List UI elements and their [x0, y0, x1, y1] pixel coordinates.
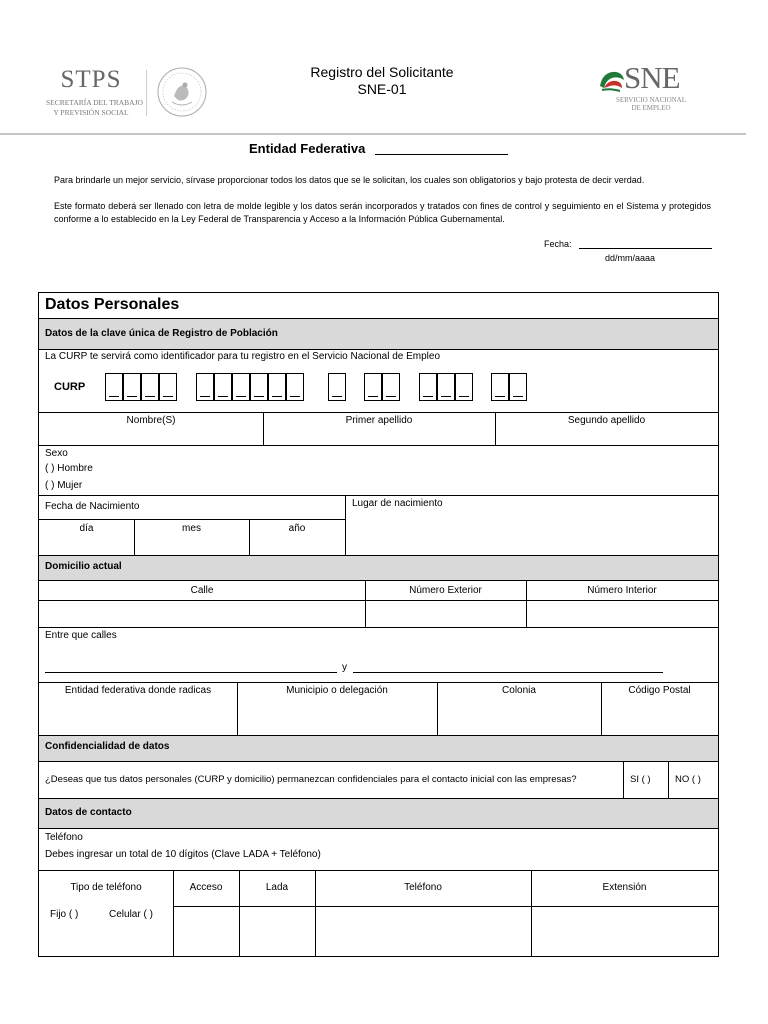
- curp-char-box[interactable]: [214, 373, 232, 401]
- stps-subtitle-line2: Y PREVISIÓN SOCIAL: [53, 108, 129, 117]
- contacto-section-band: [39, 799, 718, 828]
- numero-interior-label: Número Interior: [587, 585, 657, 596]
- sne-subtitle-line1: SERVICIO NACIONAL: [615, 96, 687, 104]
- codigo-postal-label: Código Postal: [628, 685, 691, 696]
- stps-logo: [46, 66, 206, 126]
- municipio-label: Municipio o delegación: [286, 685, 388, 696]
- curp-char-box[interactable]: [105, 373, 123, 401]
- sne-emblem-icon: [598, 68, 626, 94]
- curp-section-title: Datos de la clave única de Registro de Población: [45, 328, 278, 339]
- national-seal-icon: [156, 66, 208, 118]
- curp-char-box[interactable]: [509, 373, 527, 401]
- nombre-label: Nombre(S): [126, 415, 176, 426]
- curp-char-box[interactable]: [196, 373, 214, 401]
- calle-label: Calle: [190, 585, 214, 596]
- fecha-field[interactable]: [579, 248, 712, 249]
- sexo-mujer-option[interactable]: ( ) Mujer: [45, 480, 83, 491]
- curp-char-box[interactable]: [123, 373, 141, 401]
- fecha-format-hint: dd/mm/aaaa: [605, 253, 656, 263]
- domicilio-section-title: Domicilio actual: [45, 561, 122, 572]
- confidencialidad-si-option[interactable]: SI ( ): [630, 774, 651, 785]
- curp-char-box[interactable]: [382, 373, 400, 401]
- logo-divider: [146, 70, 147, 116]
- curp-char-box[interactable]: [364, 373, 382, 401]
- domicilio-section-band: [39, 556, 718, 580]
- numero-exterior-label: Número Exterior: [409, 585, 482, 596]
- contacto-section-title: Datos de contacto: [45, 807, 132, 818]
- anio-label: año: [288, 523, 306, 534]
- curp-label: CURP: [54, 381, 86, 393]
- acceso-label: Acceso: [189, 882, 223, 893]
- document-title: Registro del Solicitante: [310, 64, 454, 80]
- sexo-label: Sexo: [45, 448, 68, 459]
- intro-paragraph-2: Este formato deberá ser llenado con letra de molde legible y los datos serán incorporados y tratados con fines de control y seguimiento en el Sistema y protegidos conforme a lo establecido en la Ley Federal de Transparencia y Acceso a la Información Pública Gubernamental.: [54, 201, 711, 224]
- fecha-nacimiento-label: Fecha de Nacimiento: [45, 501, 140, 512]
- tipo-celular-option[interactable]: Celular ( ): [109, 909, 153, 920]
- curp-char-box[interactable]: [437, 373, 455, 401]
- sne-wordmark: SNE: [624, 60, 680, 95]
- entidad-federativa-field[interactable]: [375, 154, 508, 155]
- confidencialidad-no-option[interactable]: NO ( ): [675, 774, 701, 785]
- tipo-fijo-option[interactable]: Fijo ( ): [50, 909, 79, 920]
- stps-subtitle-line1: SECRETARÍA DEL TRABAJO: [46, 98, 143, 107]
- entidad-federativa-label: Entidad Federativa: [249, 141, 366, 156]
- curp-note: La CURP te servirá como identificador para tu registro en el Servicio Nacional de Empleo: [45, 351, 441, 362]
- confidencialidad-question: ¿Deseas que tus datos personales (CURP y domicilio) permanezcan confidenciales para el contacto inicial con las empresas?: [45, 774, 577, 785]
- curp-char-box[interactable]: [419, 373, 437, 401]
- entre-calle-1-field[interactable]: [45, 672, 337, 673]
- colonia-label: Colonia: [502, 685, 536, 696]
- extension-label: Extensión: [602, 882, 647, 893]
- curp-char-box[interactable]: [491, 373, 509, 401]
- curp-char-box[interactable]: [159, 373, 177, 401]
- entre-calles-y: y: [342, 662, 347, 673]
- curp-char-box[interactable]: [455, 373, 473, 401]
- header-divider: [0, 133, 746, 135]
- curp-char-box[interactable]: [250, 373, 268, 401]
- lada-label: Lada: [265, 882, 289, 893]
- curp-char-box[interactable]: [286, 373, 304, 401]
- segundo-apellido-label: Segundo apellido: [567, 415, 646, 426]
- sne-logo: [598, 60, 698, 116]
- entre-calle-2-field[interactable]: [353, 672, 663, 673]
- curp-char-box[interactable]: [328, 373, 346, 401]
- telefono-column-label: Teléfono: [404, 882, 442, 893]
- datos-personales-form: [38, 292, 719, 957]
- curp-char-box[interactable]: [268, 373, 286, 401]
- intro-paragraph-1: Para brindarle un mejor servicio, sírvase proporcionar todos los datos que se le solicitan, los cuales son obligatorios y bajo protesta de decir verdad.: [54, 175, 645, 185]
- curp-char-box[interactable]: [141, 373, 159, 401]
- entidad-radicas-label: Entidad federativa donde radicas: [64, 685, 212, 696]
- curp-char-box[interactable]: [232, 373, 250, 401]
- telefono-label: Teléfono: [45, 832, 83, 843]
- primer-apellido-label: Primer apellido: [345, 415, 413, 426]
- stps-wordmark: STPS: [60, 66, 122, 93]
- confidencialidad-section-title: Confidencialidad de datos: [45, 741, 170, 752]
- sne-subtitle-line2: DE EMPLEO: [631, 104, 671, 112]
- dia-label: día: [79, 523, 94, 534]
- form-title: Datos Personales: [45, 296, 180, 313]
- lugar-nacimiento-label: Lugar de nacimiento: [352, 498, 443, 509]
- tipo-telefono-label: Tipo de teléfono: [70, 882, 142, 893]
- entre-calles-label: Entre que calles: [45, 630, 117, 641]
- document-code: SNE-01: [357, 81, 407, 97]
- sexo-hombre-option[interactable]: ( ) Hombre: [45, 463, 93, 474]
- fecha-label: Fecha:: [544, 239, 572, 249]
- mes-label: mes: [182, 523, 201, 534]
- telefono-note: Debes ingresar un total de 10 dígitos (Clave LADA + Teléfono): [45, 849, 321, 860]
